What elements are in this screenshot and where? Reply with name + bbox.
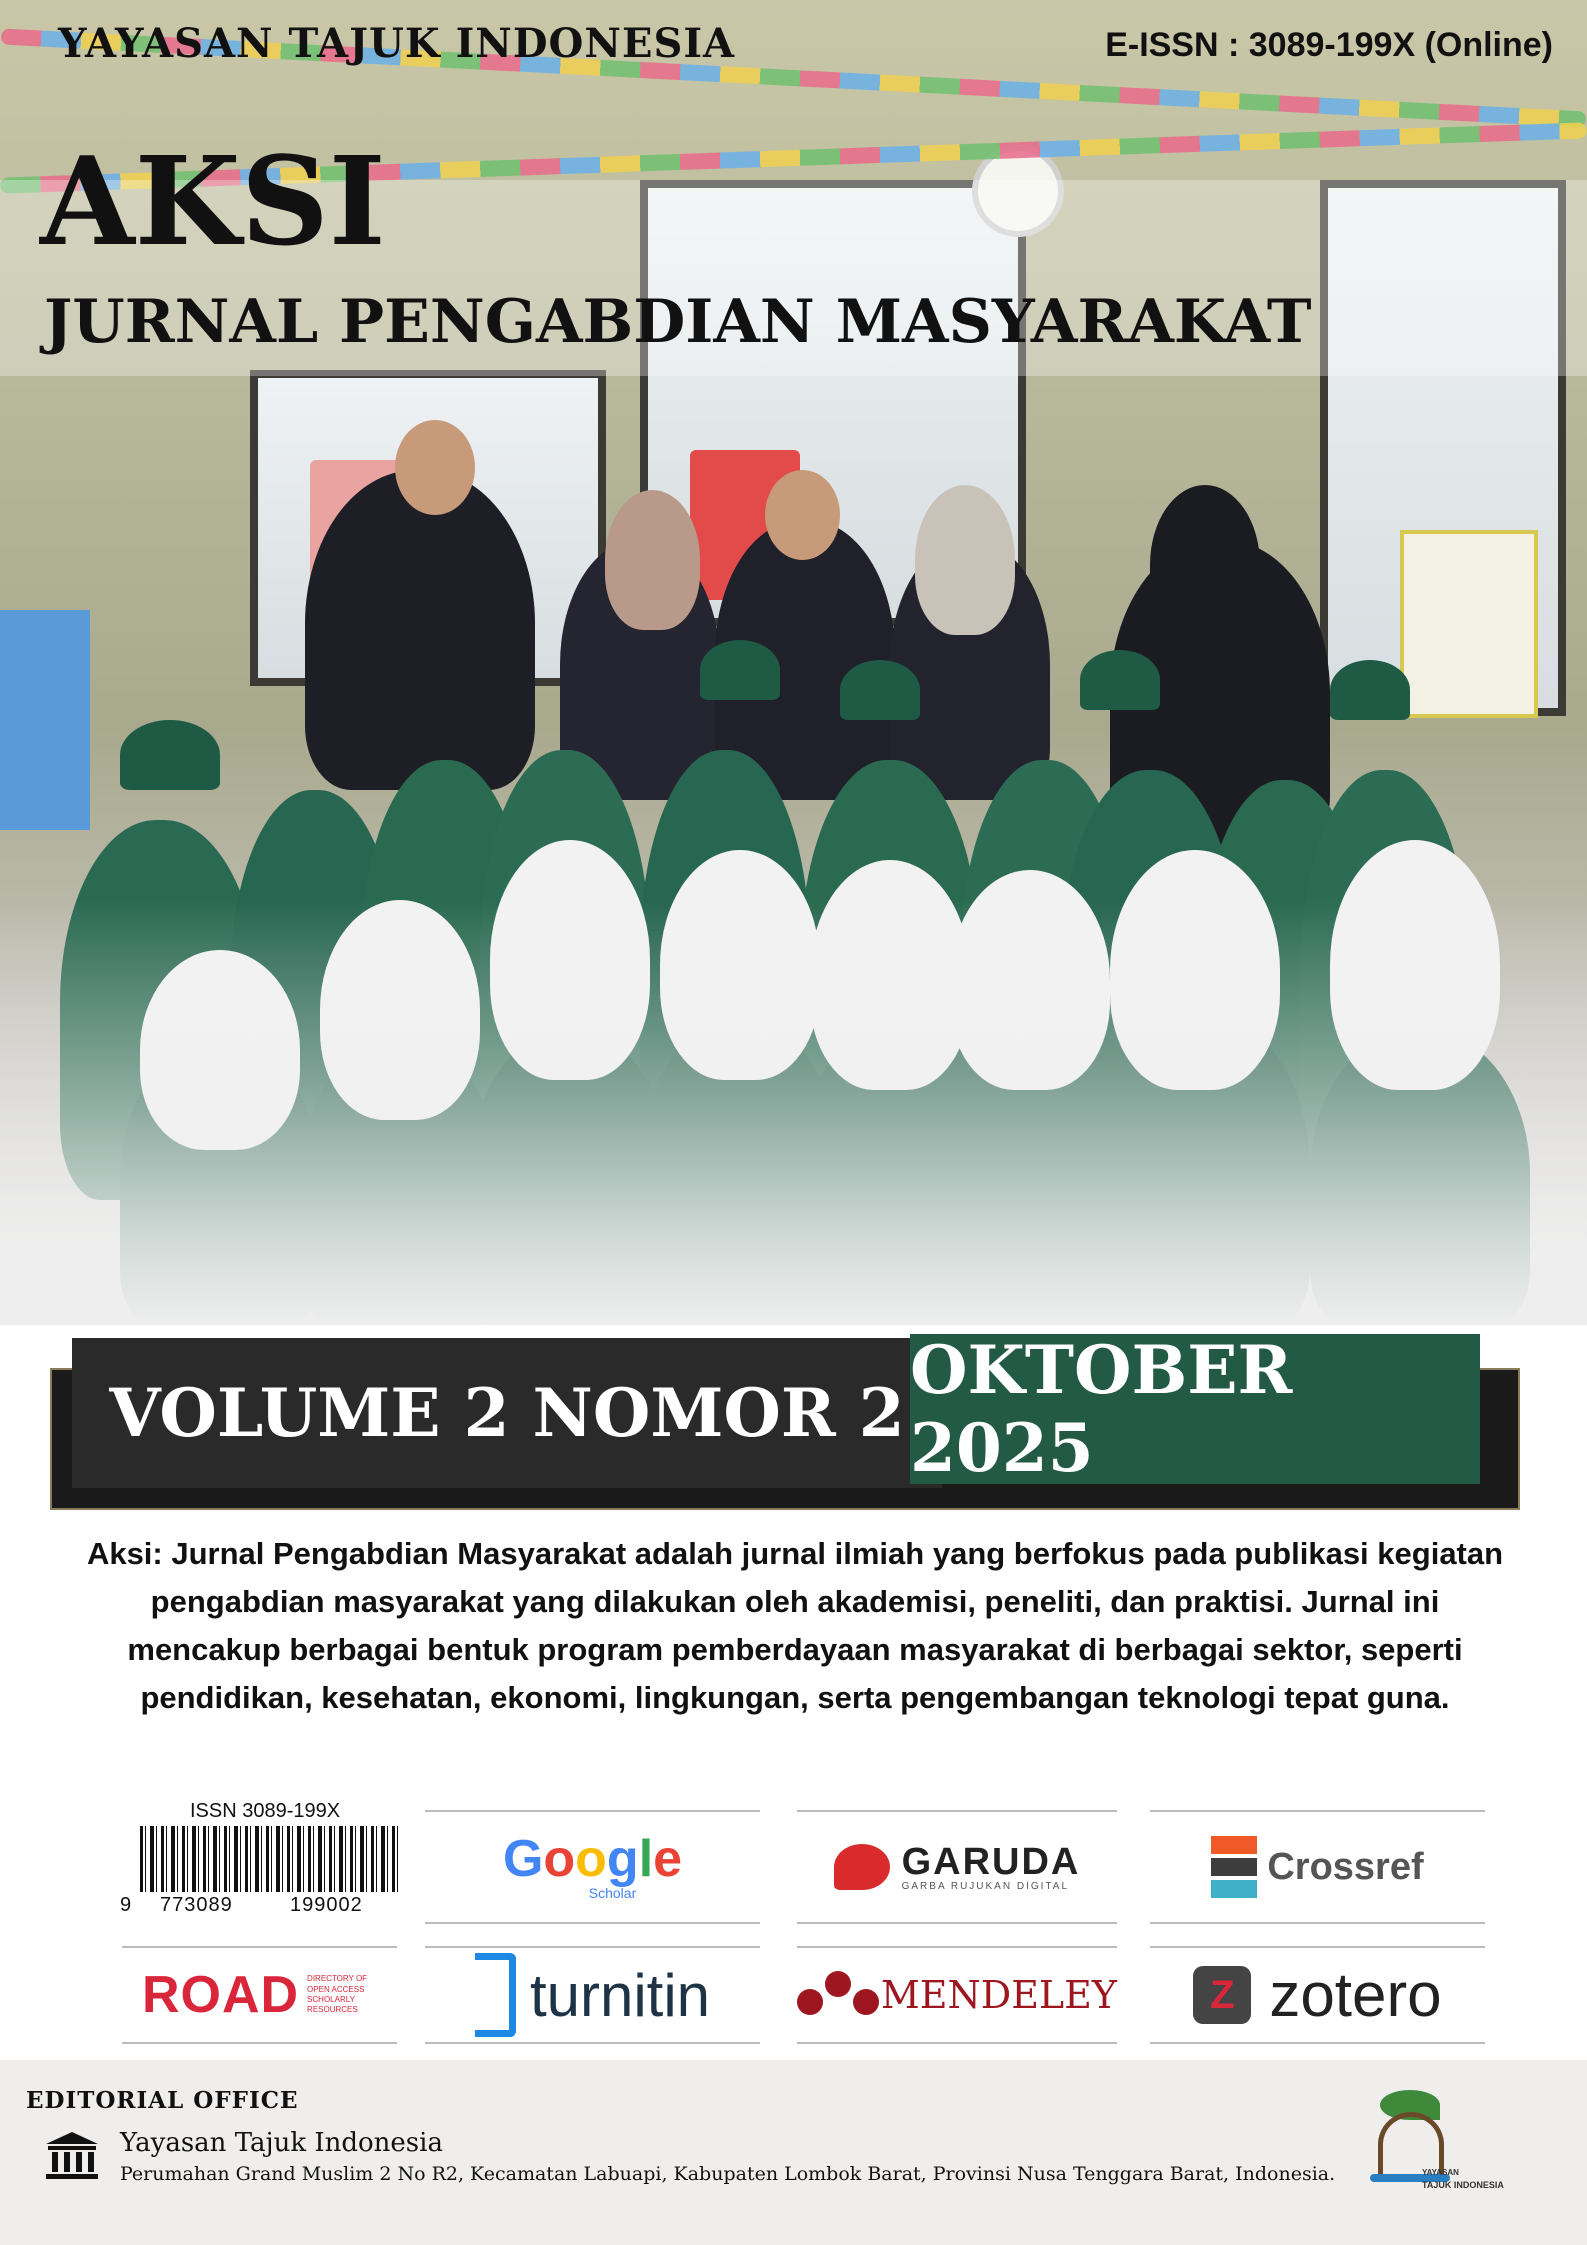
issue-date: OKTOBER 2025 [910, 1334, 1480, 1484]
office-name: Yayasan Tajuk Indonesia [120, 2128, 443, 2158]
road-sub: DIRECTORY OF OPEN ACCESS SCHOLARLY RESOURCES [307, 1974, 368, 2015]
barcode-digits-right: 199002 [290, 1894, 363, 1916]
yayasan-logo [1360, 2090, 1540, 2230]
volume-number: VOLUME 2 NOMOR 2 [72, 1338, 942, 1488]
road-name: ROAD [141, 1966, 300, 2024]
person-hijab [1150, 485, 1260, 645]
child-cap [120, 720, 220, 790]
publisher-name: YAYASAN TAJUK INDONESIA [58, 20, 736, 67]
garuda-icon [834, 1844, 890, 1890]
crossref-logo[interactable] [1150, 1810, 1485, 1924]
person-hijab [915, 485, 1015, 635]
zotero-logo[interactable] [1150, 1946, 1485, 2044]
turnitin-icon [475, 1953, 516, 2037]
zotero-name: zotero [1269, 1960, 1442, 2030]
person-head [395, 420, 475, 515]
child-cap [840, 660, 920, 720]
journal-description: Aksi: Jurnal Pengabdian Masyarakat adalah jurnal ilmiah yang berfokus pada publikasi kegiatan pengabdian masyarakat yang dilakukan oleh akademisi, peneliti, dan praktisi. Jurnal ini mencakup berbagai bentuk program pemberdayaan masyarakat di berbagai sektor, seperti pendidikan, kesehatan, ekonomi, lingkungan, serta pengembangan teknologi tepat guna. [86, 1536, 1504, 1715]
issn-barcode [120, 1800, 400, 1920]
eissn-label: E-ISSN : 3089-199X (Online) [1105, 26, 1553, 64]
crossref-icon [1211, 1836, 1257, 1898]
journal-title: AKSI [40, 129, 386, 273]
barcode-issn-label: ISSN 3089-199X [190, 1800, 341, 1822]
child-cap [700, 640, 780, 700]
person-hijab [605, 490, 700, 630]
wall-poster [0, 610, 90, 830]
turnitin-name: turnitin [529, 1961, 711, 2029]
barcode-digit-left: 9 [120, 1894, 132, 1916]
person-head [765, 470, 840, 560]
office-address: Perumahan Grand Muslim 2 No R2, Kecamatan Labuapi, Kabupaten Lombok Barat, Provinsi Nusa Tenggara Barat, Indonesia. [120, 2163, 1336, 2185]
barcode-digits-mid: 773089 [160, 1894, 233, 1916]
road-logo[interactable] [122, 1946, 397, 2044]
building-icon [44, 2130, 100, 2180]
barcode-bars [140, 1826, 400, 1892]
garuda-name: GARUDA [901, 1840, 1081, 1883]
child-cap [1080, 650, 1160, 710]
editorial-office-label: EDITORIAL OFFICE [26, 2087, 299, 2114]
journal-subtitle: JURNAL PENGABDIAN MASYARAKAT [44, 287, 1312, 357]
logo-text-line1: YAYASAN [1422, 2168, 1459, 2177]
logo-text-line2: TAJUK INDONESIA [1422, 2180, 1504, 2190]
child-cap [1330, 660, 1410, 720]
person [305, 470, 535, 790]
turnitin-logo[interactable] [425, 1946, 760, 2044]
google-scholar-sub: Scholar [588, 1885, 637, 1901]
photo-fade [0, 900, 1587, 1325]
garuda-sub: GARBA RUJUKAN DIGITAL [901, 1880, 1070, 1892]
garuda-logo[interactable] [797, 1810, 1117, 1924]
google-scholar-logo[interactable]: Google Scholar [425, 1810, 760, 1924]
zotero-icon: Z [1193, 1966, 1251, 2024]
wall-poster [1400, 530, 1538, 718]
mendeley-icon [797, 1971, 873, 2019]
crossref-name: Crossref [1267, 1845, 1424, 1888]
mendeley-name: MENDELEY [880, 1973, 1117, 2017]
mendeley-logo[interactable] [797, 1946, 1117, 2044]
